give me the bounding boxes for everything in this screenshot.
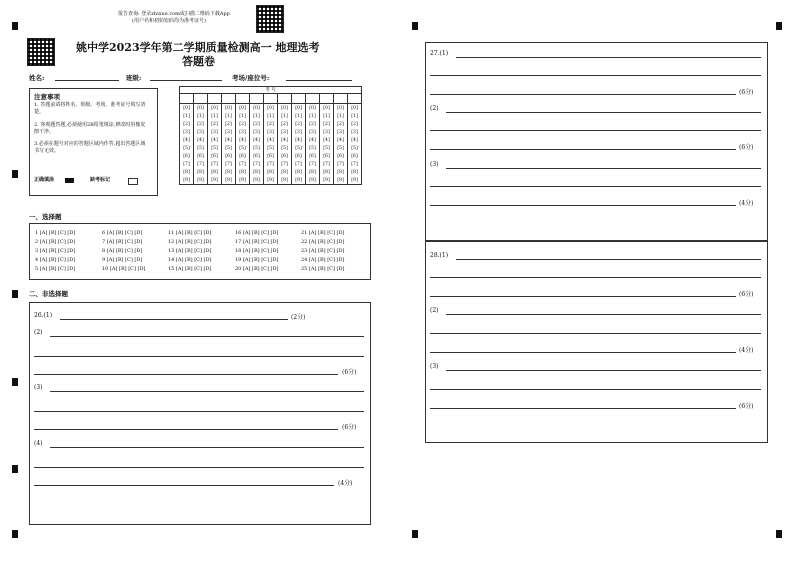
exam-number-write-cell[interactable] — [250, 94, 264, 104]
exam-digit-bubble[interactable]: [0] — [278, 104, 292, 113]
mc-question[interactable]: 4 [A] [B] [C] [D] — [35, 257, 76, 263]
mc-question[interactable]: 12 [A] [B] [C] [D] — [168, 239, 212, 245]
q27-part1-label: 27.(1) — [430, 50, 449, 57]
exam-digit-bubble[interactable]: [6] — [348, 152, 362, 160]
exam-digit-bubble[interactable]: [5] — [292, 144, 306, 152]
exam-digit-bubble[interactable]: [2] — [208, 120, 222, 128]
q28-part1-score: (6分) — [739, 291, 754, 298]
q26-part4-score: (4分) — [338, 480, 353, 487]
exam-digit-bubble[interactable]: [0] — [208, 104, 222, 113]
exam-digit-bubble[interactable]: [8] — [194, 168, 208, 176]
exam-digit-bubble[interactable]: [9] — [250, 176, 264, 185]
alignment-mark — [412, 22, 418, 30]
exam-digit-bubble[interactable]: [9] — [278, 176, 292, 185]
exam-digit-bubble[interactable]: [7] — [180, 160, 194, 168]
alignment-mark — [12, 170, 18, 178]
exam-digit-bubble[interactable]: [9] — [334, 176, 348, 185]
q28-part3-label: (3) — [430, 363, 439, 370]
exam-digit-bubble[interactable]: [3] — [348, 128, 362, 136]
exam-number-write-cell[interactable] — [208, 94, 222, 104]
q26-part3-line[interactable] — [34, 411, 364, 412]
q28-part2-line[interactable] — [446, 314, 761, 315]
mc-question[interactable]: 22 [A] [B] [C] [D] — [301, 239, 345, 245]
exam-digit-bubble[interactable]: [7] — [320, 160, 334, 168]
exam-digit-bubble[interactable]: [7] — [236, 160, 250, 168]
class-field[interactable] — [150, 80, 222, 81]
qr-code-icon — [256, 5, 284, 33]
q27-part2-line[interactable] — [446, 112, 761, 113]
exam-digit-bubble[interactable]: [7] — [208, 160, 222, 168]
mc-question[interactable]: 5 [A] [B] [C] [D] — [35, 266, 76, 272]
exam-digit-bubble[interactable]: [7] — [348, 160, 362, 168]
page-subtitle: 答题卷 — [182, 55, 215, 68]
exam-digit-bubble[interactable]: [6] — [194, 152, 208, 160]
seat-field[interactable] — [286, 80, 352, 81]
q26-part4-line[interactable] — [34, 467, 364, 468]
q26-part2-label: (2) — [34, 329, 43, 336]
mc-question[interactable]: 15 [A] [B] [C] [D] — [168, 266, 212, 272]
q26-part3-line[interactable] — [50, 391, 364, 392]
exam-digit-bubble[interactable]: [8] — [334, 168, 348, 176]
exam-digit-bubble[interactable]: [1] — [348, 112, 362, 120]
name-field[interactable] — [55, 80, 119, 81]
exam-digit-bubble[interactable]: [3] — [334, 128, 348, 136]
exam-digit-bubble[interactable]: [0] — [236, 104, 250, 113]
exam-digit-bubble[interactable]: [8] — [278, 168, 292, 176]
exam-digit-bubble[interactable]: [7] — [222, 160, 236, 168]
exam-digit-bubble[interactable]: [3] — [222, 128, 236, 136]
exam-digit-bubble[interactable]: [7] — [278, 160, 292, 168]
q28-part2-score: (4分) — [739, 347, 754, 354]
exam-number-write-cell[interactable] — [264, 94, 278, 104]
correct-fill-label: 正确填涂 — [34, 177, 55, 183]
q27-part1-line[interactable] — [456, 57, 761, 58]
exam-number-write-cell[interactable] — [348, 94, 362, 104]
mc-question[interactable]: 7 [A] [B] [C] [D] — [102, 239, 143, 245]
exam-digit-bubble[interactable]: [4] — [334, 136, 348, 144]
exam-digit-bubble[interactable]: [6] — [320, 152, 334, 160]
mc-question[interactable]: 10 [A] [B] [C] [D] — [102, 266, 146, 272]
exam-digit-bubble[interactable]: [8] — [264, 168, 278, 176]
name-label: 姓名: — [29, 74, 45, 82]
q26-part1-line[interactable] — [60, 319, 288, 320]
exam-digit-bubble[interactable]: [9] — [306, 176, 320, 185]
exam-digit-bubble[interactable]: [6] — [334, 152, 348, 160]
exam-digit-bubble[interactable]: [3] — [250, 128, 264, 136]
q27-part1-score: (6分) — [739, 89, 754, 96]
mc-question[interactable]: 18 [A] [B] [C] [D] — [235, 248, 279, 254]
q27-part2-line[interactable] — [430, 149, 736, 150]
alignment-mark — [12, 290, 18, 298]
q28-part3-score: (6分) — [739, 403, 754, 410]
exam-digit-bubble[interactable]: [3] — [278, 128, 292, 136]
exam-digit-bubble[interactable]: [4] — [264, 136, 278, 144]
exam-digit-bubble[interactable]: [8] — [180, 168, 194, 176]
exam-digit-bubble[interactable]: [2] — [278, 120, 292, 128]
exam-digit-bubble[interactable]: [8] — [348, 168, 362, 176]
section-choice-title: 一、选择题 — [29, 213, 62, 221]
exam-digit-bubble[interactable]: [8] — [250, 168, 264, 176]
exam-number-write-cell[interactable] — [236, 94, 250, 104]
exam-digit-bubble[interactable]: [2] — [236, 120, 250, 128]
q28-part3-line[interactable] — [446, 370, 761, 371]
q26-part1-label: 26.(1) — [34, 312, 53, 319]
q27-answer-box — [425, 42, 768, 242]
exam-digit-bubble[interactable]: [3] — [264, 128, 278, 136]
exam-digit-bubble[interactable]: [8] — [306, 168, 320, 176]
mc-question[interactable]: 24 [A] [B] [C] [D] — [301, 257, 345, 263]
exam-digit-bubble[interactable]: [4] — [236, 136, 250, 144]
exam-digit-bubble[interactable]: [1] — [292, 112, 306, 120]
mc-question[interactable]: 8 [A] [B] [C] [D] — [102, 248, 143, 254]
exam-digit-bubble[interactable]: [4] — [320, 136, 334, 144]
q27-part3-line[interactable] — [430, 186, 761, 187]
q27-part2-line[interactable] — [430, 130, 761, 131]
q27-part1-line[interactable] — [430, 94, 736, 95]
mc-question[interactable]: 20 [A] [B] [C] [D] — [235, 266, 279, 272]
exam-digit-bubble[interactable]: [2] — [264, 120, 278, 128]
exam-digit-bubble[interactable]: [1] — [180, 112, 194, 120]
q26-part2-line[interactable] — [34, 374, 338, 375]
q26-part4-label: (4) — [34, 440, 43, 447]
tip-line-1: 报告查询: 登录zhixue.com或扫描二维码下载App — [118, 11, 230, 17]
exam-number-write-cell[interactable] — [194, 94, 208, 104]
mc-question[interactable]: 19 [A] [B] [C] [D] — [235, 257, 279, 263]
q26-part4-line[interactable] — [50, 447, 364, 448]
absent-mark-label: 缺考标记 — [90, 177, 111, 183]
exam-digit-bubble[interactable]: [0] — [264, 104, 278, 113]
exam-digit-bubble[interactable]: [9] — [348, 176, 362, 185]
exam-digit-bubble[interactable]: [0] — [334, 104, 348, 113]
alignment-mark — [12, 22, 18, 30]
exam-digit-bubble[interactable]: [5] — [194, 144, 208, 152]
q27-part3-label: (3) — [430, 161, 439, 168]
q27-part2-label: (2) — [430, 105, 439, 112]
exam-digit-bubble[interactable]: [7] — [292, 160, 306, 168]
exam-digit-bubble[interactable]: [2] — [292, 120, 306, 128]
exam-digit-bubble[interactable]: [2] — [306, 120, 320, 128]
seat-label: 考场/座位号: — [232, 74, 270, 82]
absent-mark-checkbox[interactable] — [128, 178, 138, 185]
exam-digit-bubble[interactable]: [0] — [306, 104, 320, 113]
exam-digit-bubble[interactable]: [5] — [278, 144, 292, 152]
exam-digit-bubble[interactable]: [6] — [208, 152, 222, 160]
mc-question[interactable]: 6 [A] [B] [C] [D] — [102, 230, 143, 236]
mc-question[interactable]: 9 [A] [B] [C] [D] — [102, 257, 143, 263]
exam-digit-bubble[interactable]: [2] — [222, 120, 236, 128]
exam-digit-bubble[interactable]: [6] — [264, 152, 278, 160]
exam-digit-bubble[interactable]: [9] — [264, 176, 278, 185]
correct-fill-sample — [65, 178, 74, 183]
q26-part3-line[interactable] — [34, 429, 338, 430]
exam-digit-bubble[interactable]: [1] — [278, 112, 292, 120]
mc-question[interactable]: 3 [A] [B] [C] [D] — [35, 248, 76, 254]
exam-digit-bubble[interactable]: [6] — [250, 152, 264, 160]
exam-digit-bubble[interactable]: [4] — [194, 136, 208, 144]
exam-digit-bubble[interactable]: [5] — [348, 144, 362, 152]
exam-digit-bubble[interactable]: [9] — [180, 176, 194, 185]
q27-part3-score: (4分) — [739, 200, 754, 207]
q28-part1-line[interactable] — [430, 296, 736, 297]
exam-number-write-cell[interactable] — [180, 94, 194, 104]
q28-part3-line[interactable] — [430, 389, 761, 390]
exam-digit-bubble[interactable]: [4] — [292, 136, 306, 144]
exam-digit-bubble[interactable]: [6] — [306, 152, 320, 160]
exam-digit-bubble[interactable]: [1] — [250, 112, 264, 120]
exam-digit-bubble[interactable]: [2] — [320, 120, 334, 128]
exam-digit-bubble[interactable]: [1] — [264, 112, 278, 120]
notice-title: 注意事项 — [34, 93, 60, 101]
mc-question[interactable]: 13 [A] [B] [C] [D] — [168, 248, 212, 254]
exam-digit-bubble[interactable]: [1] — [334, 112, 348, 120]
q28-part2-label: (2) — [430, 307, 439, 314]
exam-digit-bubble[interactable]: [4] — [348, 136, 362, 144]
exam-digit-bubble[interactable]: [2] — [194, 120, 208, 128]
exam-digit-bubble[interactable]: [5] — [334, 144, 348, 152]
exam-digit-bubble[interactable]: [5] — [180, 144, 194, 152]
exam-number-write-cell[interactable] — [292, 94, 306, 104]
q26-part2-line[interactable] — [50, 336, 364, 337]
exam-digit-bubble[interactable]: [3] — [292, 128, 306, 136]
exam-digit-bubble[interactable]: [3] — [208, 128, 222, 136]
exam-digit-bubble[interactable]: [1] — [320, 112, 334, 120]
exam-digit-bubble[interactable]: [0] — [348, 104, 362, 113]
exam-digit-bubble[interactable]: [8] — [222, 168, 236, 176]
q26-part3-label: (3) — [34, 384, 43, 391]
exam-digit-bubble[interactable]: [1] — [194, 112, 208, 120]
exam-digit-bubble[interactable]: [8] — [236, 168, 250, 176]
exam-digit-bubble[interactable]: [4] — [208, 136, 222, 144]
q27-part3-line[interactable] — [430, 205, 736, 206]
exam-number-write-cell[interactable] — [222, 94, 236, 104]
alignment-mark — [12, 465, 18, 473]
exam-digit-bubble[interactable]: [5] — [208, 144, 222, 152]
exam-digit-bubble[interactable]: [5] — [264, 144, 278, 152]
mc-question[interactable]: 17 [A] [B] [C] [D] — [235, 239, 279, 245]
alignment-mark — [12, 530, 18, 538]
exam-digit-bubble[interactable]: [8] — [292, 168, 306, 176]
exam-digit-bubble[interactable]: [7] — [264, 160, 278, 168]
exam-digit-bubble[interactable]: [3] — [180, 128, 194, 136]
exam-digit-bubble[interactable]: [2] — [348, 120, 362, 128]
exam-digit-bubble[interactable]: [5] — [250, 144, 264, 152]
notice-box — [29, 88, 158, 196]
exam-digit-bubble[interactable]: [7] — [334, 160, 348, 168]
exam-digit-bubble[interactable]: [0] — [320, 104, 334, 113]
exam-digit-bubble[interactable]: [3] — [236, 128, 250, 136]
class-label: 班级: — [126, 74, 142, 82]
exam-digit-bubble[interactable]: [9] — [222, 176, 236, 185]
qr-code-icon — [27, 38, 55, 66]
q26-part2-line[interactable] — [34, 356, 364, 357]
exam-digit-bubble[interactable]: [6] — [222, 152, 236, 160]
exam-digit-bubble[interactable]: [7] — [250, 160, 264, 168]
alignment-mark — [776, 530, 782, 538]
exam-digit-bubble[interactable]: [0] — [292, 104, 306, 113]
exam-number-write-cell[interactable] — [278, 94, 292, 104]
q26-part3-score: (6分) — [342, 424, 357, 431]
tip-line-2: (用户名和初始密码均为准考证号) — [132, 18, 206, 24]
alignment-mark — [776, 22, 782, 30]
mc-question[interactable]: 23 [A] [B] [C] [D] — [301, 248, 345, 254]
exam-digit-bubble[interactable]: [1] — [208, 112, 222, 120]
exam-digit-bubble[interactable]: [0] — [180, 104, 194, 113]
exam-digit-bubble[interactable]: [4] — [306, 136, 320, 144]
q27-part2-score: (6分) — [739, 144, 754, 151]
exam-digit-bubble[interactable]: [6] — [292, 152, 306, 160]
mc-question[interactable]: 25 [A] [B] [C] [D] — [301, 266, 345, 272]
page-title: 姚中学2023学年第二学期质量检测高一 地理选考 — [76, 41, 320, 54]
exam-digit-bubble[interactable]: [4] — [278, 136, 292, 144]
mc-question[interactable]: 2 [A] [B] [C] [D] — [35, 239, 76, 245]
exam-number-write-cell[interactable] — [306, 94, 320, 104]
exam-digit-bubble[interactable]: [6] — [278, 152, 292, 160]
exam-digit-bubble[interactable]: [3] — [194, 128, 208, 136]
q26-part2-score: (6分) — [342, 369, 357, 376]
alignment-mark — [412, 530, 418, 538]
exam-digit-bubble[interactable]: [0] — [194, 104, 208, 113]
exam-digit-bubble[interactable]: [9] — [320, 176, 334, 185]
exam-digit-bubble[interactable]: [1] — [236, 112, 250, 120]
section-nonchoice-title: 二、非选择题 — [29, 290, 68, 298]
exam-digit-bubble[interactable]: [3] — [320, 128, 334, 136]
choice-answer-box — [29, 223, 371, 280]
mc-question[interactable]: 14 [A] [B] [C] [D] — [168, 257, 212, 263]
notice-item-3: 3.必须在题号对应的答题区域内作答,超出答题区域书写无效。 — [34, 141, 146, 154]
exam-digit-bubble[interactable]: [8] — [208, 168, 222, 176]
q26-part1-score: (2分) — [291, 314, 306, 321]
q26-part4-line[interactable] — [34, 485, 334, 486]
exam-digit-bubble[interactable]: [6] — [180, 152, 194, 160]
q27-part3-line[interactable] — [446, 168, 761, 169]
notice-item-2: 2. 客观题答题,必须使用2B铅笔填涂,修改时用橡皮擦干净。 — [34, 122, 146, 135]
q28-part3-line[interactable] — [430, 408, 736, 409]
exam-digit-bubble[interactable]: [1] — [306, 112, 320, 120]
exam-digit-bubble[interactable]: [4] — [180, 136, 194, 144]
exam-digit-bubble[interactable]: [5] — [236, 144, 250, 152]
q28-part1-line[interactable] — [430, 277, 761, 278]
exam-number-label: 考 号 — [180, 87, 362, 94]
exam-digit-bubble[interactable]: [9] — [208, 176, 222, 185]
mc-question[interactable]: 11 [A] [B] [C] [D] — [168, 230, 212, 236]
exam-digit-bubble[interactable]: [5] — [222, 144, 236, 152]
exam-digit-bubble[interactable]: [4] — [250, 136, 264, 144]
q28-answer-box — [425, 240, 768, 443]
mc-question[interactable]: 16 [A] [B] [C] [D] — [235, 230, 279, 236]
exam-digit-bubble[interactable]: [3] — [306, 128, 320, 136]
mc-question[interactable]: 21 [A] [B] [C] [D] — [301, 230, 345, 236]
exam-digit-bubble[interactable]: [9] — [292, 176, 306, 185]
exam-digit-bubble[interactable]: [7] — [194, 160, 208, 168]
alignment-mark — [12, 378, 18, 386]
notice-item-1: 1. 答题前请将姓名、班级、考场、准考证号填写清楚。 — [34, 102, 146, 115]
exam-digit-bubble[interactable]: [5] — [306, 144, 320, 152]
q28-part2-line[interactable] — [430, 333, 761, 334]
exam-number-write-cell[interactable] — [320, 94, 334, 104]
exam-digit-bubble[interactable]: [0] — [250, 104, 264, 113]
mc-question[interactable]: 1 [A] [B] [C] [D] — [35, 230, 76, 236]
exam-digit-bubble[interactable]: [2] — [334, 120, 348, 128]
exam-digit-bubble[interactable]: [6] — [236, 152, 250, 160]
exam-number-write-cell[interactable] — [334, 94, 348, 104]
exam-digit-bubble[interactable]: [9] — [194, 176, 208, 185]
exam-number-grid — [179, 86, 362, 185]
exam-digit-bubble[interactable]: [2] — [250, 120, 264, 128]
q28-part1-label: 28.(1) — [430, 252, 449, 259]
exam-digit-bubble[interactable]: [9] — [236, 176, 250, 185]
exam-digit-bubble[interactable]: [7] — [306, 160, 320, 168]
q26-answer-box — [29, 302, 371, 525]
exam-digit-bubble[interactable]: [8] — [320, 168, 334, 176]
exam-digit-bubble[interactable]: [5] — [320, 144, 334, 152]
exam-digit-bubble[interactable]: [1] — [222, 112, 236, 120]
q28-part2-line[interactable] — [430, 352, 736, 353]
exam-digit-bubble[interactable]: [0] — [222, 104, 236, 113]
q28-part1-line[interactable] — [456, 259, 761, 260]
q27-part1-line[interactable] — [430, 75, 761, 76]
exam-digit-bubble[interactable]: [2] — [180, 120, 194, 128]
exam-digit-bubble[interactable]: [4] — [222, 136, 236, 144]
